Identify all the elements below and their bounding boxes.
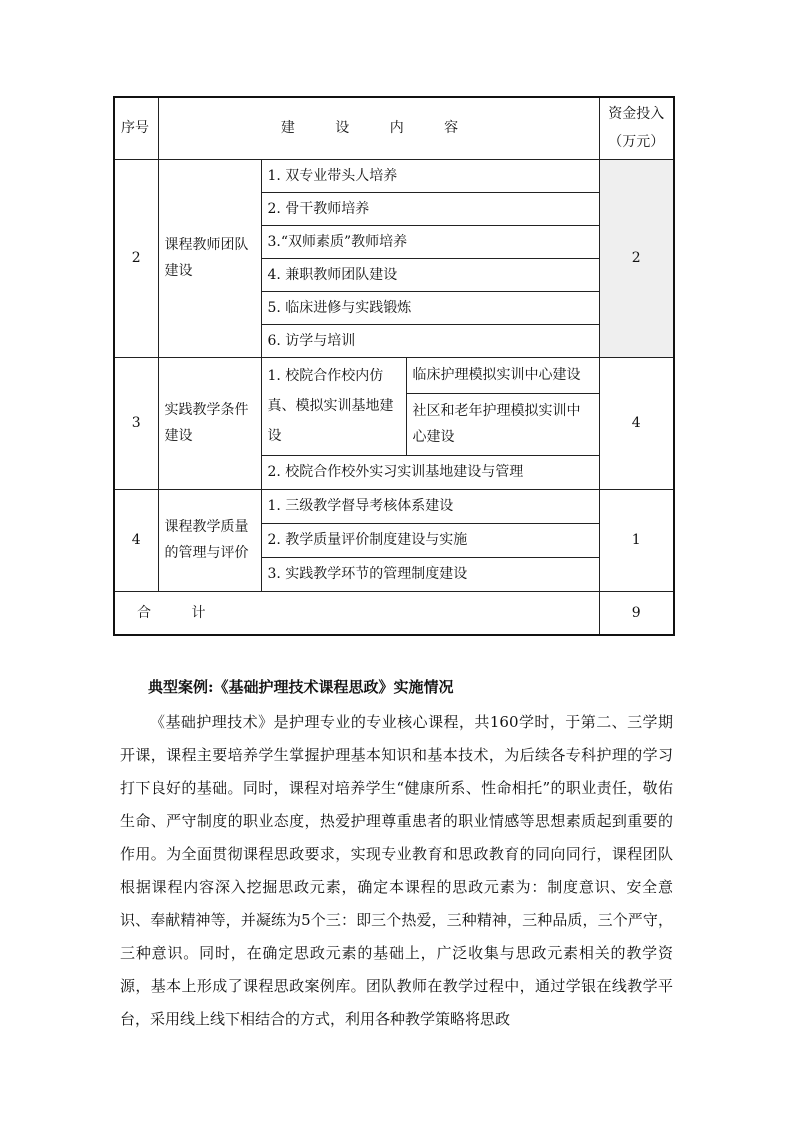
row-item: 6. 访学与培训 <box>261 324 599 357</box>
row-item: 4. 兼职教师团队建设 <box>261 258 599 291</box>
row-no: 4 <box>114 489 158 591</box>
case-paragraph: 《基础护理技术》是护理专业的专业核心课程，共160学时，于第二、三学期开课，课程主要培养学生掌握护理基本知识和基本技术，为后续各专科护理的学习打下良好的基础。同时，课程对培养学生“健康所系、性命相托”的职业责任，敬佑生命、严守制度的职业态度，热爱护理尊重患者的职业情感等思想素质起到重要的作用。为全面贯彻课程思政要求，实现专业教育和思政教育的同向同行，课程团队根据课程内容深入挖掘思政元素，确定本课程的思政元素为：制度意识、安全意识、奉献精神等，并凝练为5个三：即三个热爱，三种精神，三种品质，三个严守，三种意识。同时，在确定思政元素的基础上，广泛收集与思政元素相关的教学资源，基本上形成了课程思政案例库。团队教师在教学过程中，通过学银在线教学平台，采用线上线下相结合的方式，利用各种教学策略将思政 <box>120 713 673 1028</box>
row-fund: 2 <box>599 159 674 357</box>
row-item: 1. 三级教学督导考核体系建设 <box>261 489 599 523</box>
row-category: 课程教学质量的管理与评价 <box>158 489 261 591</box>
table-row <box>114 489 674 523</box>
total-label-text: 合 计 <box>137 604 224 621</box>
row-category: 课程教师团队建设 <box>158 159 261 357</box>
row-item: 2. 校院合作校外实习实训基地建设与管理 <box>261 455 599 489</box>
row-category: 实践教学条件建设 <box>158 357 261 489</box>
row-fund: 4 <box>599 357 674 489</box>
row-sub-item-detail: 社区和老年护理模拟实训中心建设 <box>406 393 599 455</box>
case-title: 典型案例:《基础护理技术课程思政》实施情况 <box>148 678 454 696</box>
row-item: 3. 实践教学环节的管理制度建设 <box>261 557 599 591</box>
budget-table <box>113 96 675 636</box>
row-sub-item-detail: 临床护理模拟实训中心建设 <box>406 357 599 393</box>
header-content-text: 建 设 内 容 <box>280 120 477 137</box>
row-no: 2 <box>114 159 158 357</box>
row-sub-item: 1. 校院合作校内仿真、模拟实训基地建设 <box>261 357 406 455</box>
table-header-row <box>114 97 674 159</box>
row-item: 5. 临床进修与实践锻炼 <box>261 291 599 324</box>
total-value: 9 <box>599 591 674 635</box>
table-row <box>114 357 674 393</box>
row-item: 3.“双师素质”教师培养 <box>261 225 599 258</box>
row-item: 2. 骨干教师培养 <box>261 192 599 225</box>
header-fund: 资金投入（万元） <box>599 97 674 159</box>
row-item: 2. 教学质量评价制度建设与实施 <box>261 523 599 557</box>
header-no: 序号 <box>114 97 158 159</box>
header-content <box>158 97 599 159</box>
row-no: 3 <box>114 357 158 489</box>
row-fund: 1 <box>599 489 674 591</box>
table-total-row <box>114 591 674 635</box>
table-row <box>114 159 674 192</box>
row-item: 1. 双专业带头人培养 <box>261 159 599 192</box>
total-label <box>114 591 599 635</box>
